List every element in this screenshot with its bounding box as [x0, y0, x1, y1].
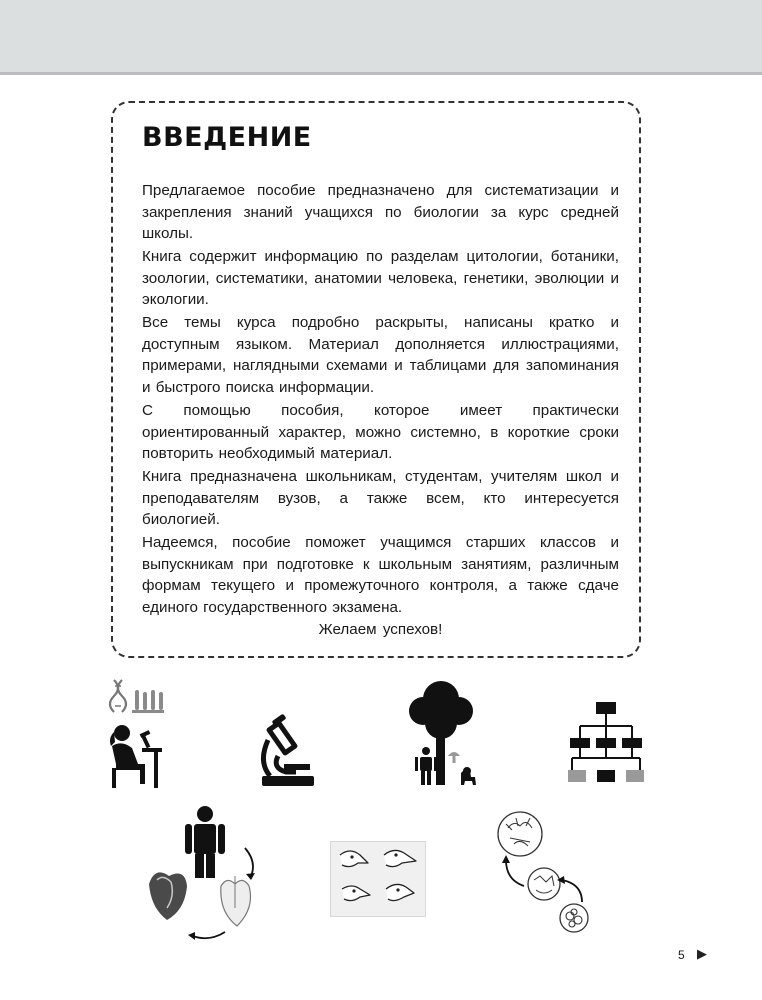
- student-microscope-icon: [104, 676, 168, 790]
- microorganisms-cycle-icon: [490, 806, 598, 934]
- top-header-band: [0, 0, 762, 75]
- closing-wish: Желаем успехов!: [318, 621, 443, 638]
- human-organs-cycle-icon: [145, 804, 263, 944]
- paragraph-3: Все темы курса подробно раскрыты, написаны кратко и доступным языком. Материал дополняется иллюстрациями, примерами, наглядными схемами и таблицами для запоминания и быстрого поиска информации.: [142, 314, 619, 396]
- page-forward-icon[interactable]: ▶: [697, 946, 707, 961]
- page-number: 5: [678, 948, 685, 962]
- paragraph-2: Книга содержит информацию по разделам цитологии, ботаники, зоологии, систематики, анатомии человека, генетики, эволюции и экологии.: [142, 248, 619, 308]
- bird-beaks-icon: [330, 841, 426, 917]
- paragraph-4: С помощью пособия, которое имеет практически ориентированный характер, можно системно, в короткие сроки повторить необходимый материал.: [142, 402, 619, 462]
- microscope-icon: [256, 714, 320, 790]
- taxonomy-tree-icon: [566, 700, 646, 790]
- paragraph-6: Надеемся, пособие поможет учащимся старших классов и выпускникам при подготовке к школьным занятиям, различным формам текущего и промежуточного контроля, а также сдаче единого государственного экзамена.: [142, 534, 619, 616]
- paragraph-5: Книга предназначена школьникам, студентам, учителям школ и преподавателям вузов, а также всем, кто интересуется биологией.: [142, 468, 619, 528]
- tree-human-dog-icon: [405, 677, 483, 789]
- page-title: ВВЕДЕНИЕ: [142, 122, 312, 153]
- paragraph-1: Предлагаемое пособие предназначено для систематизации и закрепления знаний учащихся по биологии за курс средней школы.: [142, 182, 619, 242]
